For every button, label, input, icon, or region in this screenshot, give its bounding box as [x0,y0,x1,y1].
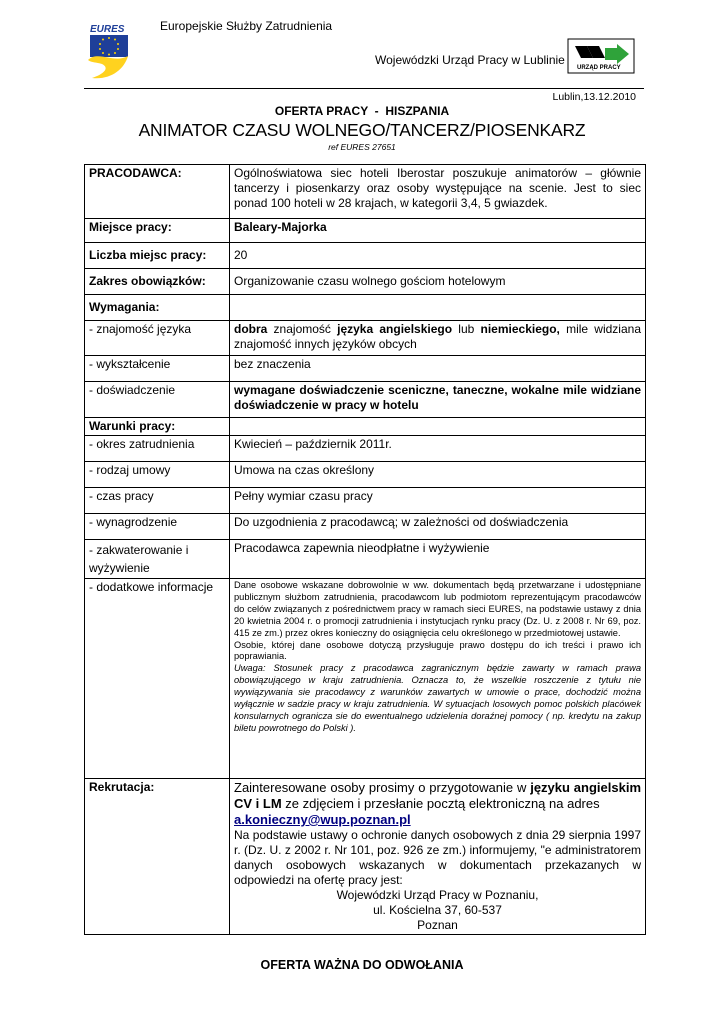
contract-label: - rodzaj umowy [85,462,230,488]
table-row [85,165,646,219]
data-access-text: Osobie, której dane osobowe dotyczą przysługuje prawo dostępu do ich treści i prawo ich poprawiania. [234,639,641,662]
requirements-label: Wymagania: [85,295,230,321]
table-row [85,269,646,295]
table-row [85,540,646,579]
duties-label: Zakres obowiązków: [85,269,230,295]
table-row [85,295,646,321]
positions-value: 20 [230,243,646,269]
education-value: bez znaczenia [230,356,646,382]
eures-logo-text: EURES [90,24,125,35]
housing-label: - zakwaterowanie i wyżywienie [85,540,230,579]
document-date: Lublin,13.12.2010 [552,91,636,103]
education-label: - wykształcenie [85,356,230,382]
contact-email-link[interactable]: a.konieczny@wup.poznan.pl [234,812,411,827]
employer-label: PRACODAWCA: [85,165,230,219]
employer-value: Ogólnoświatowa siec hoteli Iberostar poszukuje animatorów – głównie tancerzy i piosenkarzy oraz osoby występujące na scenie. Jest to siec ponad 100 hoteli w 28 krajach, w kategorii 3,4, 5 gwiazdek. [230,165,646,219]
experience-value: wymagane doświadczenie sceniczne, taneczne, wokalne mile widziane doświadczenie w pracy w hotelu [230,382,646,418]
header-divider [84,88,644,89]
experience-label: - doświadczenie [85,382,230,418]
language-label: - znajomość języka [85,321,230,356]
data-protection-notice: Na podstawie ustawy o ochronie danych osobowych z dnia 29 sierpnia 1997 r. (Dz. U. z 2002 r. Nr 101, poz. 926 ze zm.) informujemy, "e administratorem danych osobowych wskazanych w dokumentach przekazanych w odpowiedzi na ofertę pracy jest: [234,828,641,887]
table-row [85,243,646,269]
table-row [85,382,646,418]
data-processing-text: Dane osobowe wskazane dobrowolnie w ww. dokumentach będą przetwarzane i udostępniane publicznym służbom zatrudnienia, pracodawcom lub podmiotom reprezentującym pracodawców do celów związanych z pośrednictwem pracy w ramach sieci EURES, na podstawie ustawy z dnia 20 kwietnia 2004 r. o promocji zatrudnienia i instytucjach rynku pracy (Dz. U. z 2008 r. Nr 69, poz. 415 ze zm.) przez okres konieczny do osiągnięcia celu określonego w przedmiotowej ustawie. [234,580,641,638]
positions-label: Liczba miejsc pracy: [85,243,230,269]
location-label: Miejsce pracy: [85,219,230,243]
table-row [85,418,646,436]
hours-label: - czas pracy [85,488,230,514]
recruitment-label: Rekrutacja: [85,779,230,935]
table-row [85,436,646,462]
additional-info-label: - dodatkowe informacje [85,579,230,779]
table-row [85,579,646,779]
offer-validity: OFERTA WAŻNA DO ODWOŁANIA [260,958,464,972]
salary-value: Do uzgodnienia z pracodawcą; w zależności od doświadczenia [230,514,646,540]
table-row [85,219,646,243]
language-value: dobra znajomość języka angielskiego lub niemieckiego, mile widziana znajomość innych języków obcych [230,321,646,356]
eures-logo [84,20,134,82]
legal-notice-text: Uwaga: Stosunek pracy z pracodawca zagranicznym będzie zawarty w ramach prawa obowiązującego w kraju zatrudnienia. Oznacza to, że wszelkie roszczenie z tytułu nie wywiązywania sie pracodawcy z warunków zawartych w umowie o prace, dochodzić można wyłącznie w sadzie pracy w kraju zatrudnienia. W sytuacjach losowych pomoc polskich placówek konsularnych ogranicza sie do ewentualnego udzielenia doraźnej pomocy ( np. kredytu na zakup biletu powrotnego do Polski ). [234,663,641,733]
housing-value: Pracodawca zapewnia nieodpłatne i wyżywienie [230,540,646,579]
period-value: Kwiecień – październik 2011r. [230,436,646,462]
offer-heading: OFERTA PRACY - HISZPANIA [274,104,450,118]
wup-logo [567,38,635,74]
table-row [85,356,646,382]
table-row [85,488,646,514]
address-line-3: Poznan [417,918,458,932]
offer-ref: ref EURES 27651 [328,142,396,152]
table-row [85,779,646,935]
table-row [85,321,646,356]
offer-title: ANIMATOR CZASU WOLNEGO/TANCERZ/PIOSENKARZ [138,120,586,140]
conditions-label: Warunki pracy: [85,418,230,436]
wup-logo-text: URZĄD PRACY [577,65,621,71]
table-row [85,462,646,488]
address-line-2: ul. Kościelna 37, 60-537 [373,903,502,917]
table-row [85,514,646,540]
contract-value: Umowa na czas określony [230,462,646,488]
offer-table [84,164,646,935]
salary-label: - wynagrodzenie [85,514,230,540]
org-name-eures: Europejskie Służby Zatrudnienia [160,19,333,33]
additional-info-value [230,579,646,779]
duties-value: Organizowanie czasu wolnego gościom hotelowym [230,269,646,295]
period-label: - okres zatrudnienia [85,436,230,462]
location-value: Baleary-Majorka [230,219,646,243]
hours-value: Pełny wymiar czasu pracy [230,488,646,514]
address-line-1: Wojewódzki Urząd Pracy w Poznaniu, [336,888,539,902]
org-name-wup: Wojewódzki Urząd Pracy w Lublinie [375,53,565,67]
recruitment-value: Zainteresowane osoby prosimy o przygotowanie w języku angielskim CV i LM ze zdjęciem i przesłanie pocztą elektroniczną na adres a.konieczny@wup.poznan.pl Na podstawie ustawy o ochronie danych osobowych z dnia 29 sierpnia 1997 r. (Dz. U. z 2002 r. Nr 101, poz. 926 ze zm.) informujemy, "e administratorem danych osobowych wskazanych w dokumentach przekazanych w odpowiedzi na ofertę pracy jest: Wojewódzki Urząd Pracy w Poznaniu, ul. Kościelna 37, 60-537 Poznan [230,779,646,935]
